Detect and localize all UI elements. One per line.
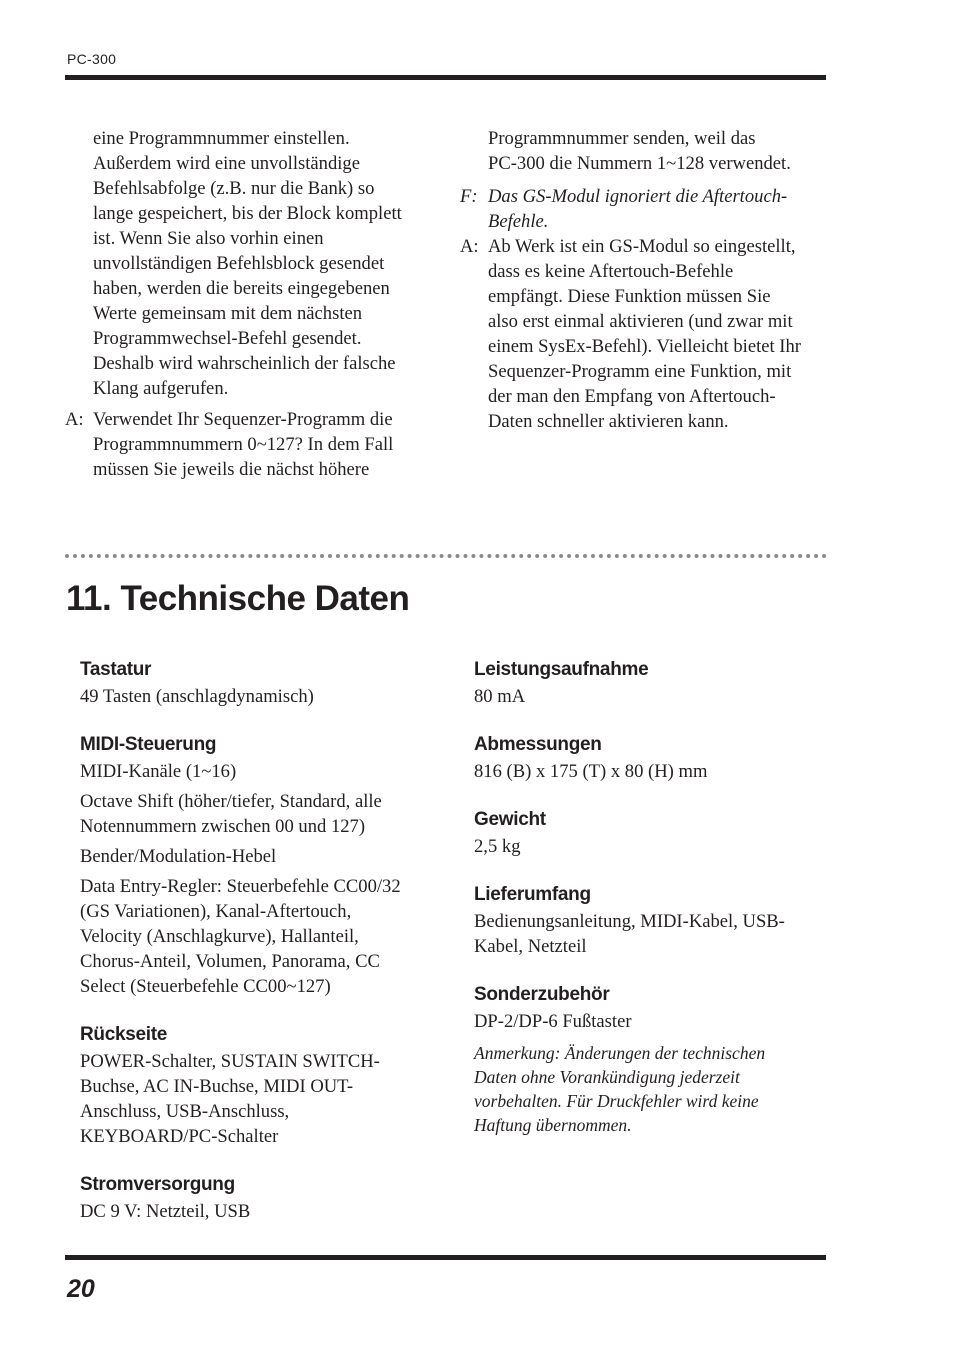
spec-note: Anmerkung: Änderungen der technischen Daten ohne Vorankündigung jederzeit vorbehalten. Für Druckfehler wird keine Haftung übernommen.	[474, 1043, 766, 1135]
spec-heading: Rückseite	[80, 1024, 168, 1045]
spec-heading: Gewicht	[474, 809, 546, 830]
text-line: der man den Empfang von Aftertouch-	[488, 386, 776, 407]
specs-left-column	[80, 657, 435, 1247]
text-line: Programmnummer senden, weil das	[488, 128, 756, 149]
spec-midi-steuerung	[80, 732, 435, 999]
spec-sonderzubehoer	[474, 982, 824, 1137]
spec-value: Octave Shift (höher/tiefer, Standard, alle Notennummern zwischen 00 und 127)	[80, 791, 382, 837]
spec-rueckseite	[80, 1022, 435, 1149]
spec-value: POWER-Schalter, SUSTAIN SWITCH- Buchse, AC IN-Buchse, MIDI OUT- Anschluss, USB-Anschluss, KEYBOARD/PC-Schalter	[80, 1051, 380, 1147]
spec-heading: Tastatur	[80, 659, 152, 680]
spec-tastatur	[80, 657, 435, 709]
spec-value: 816 (B) x 175 (T) x 80 (H) mm	[474, 761, 708, 782]
left-answer-paragraph	[65, 407, 435, 482]
right-text-column	[460, 126, 830, 434]
text-line: Verwendet Ihr Sequenzer-Programm die	[93, 409, 393, 430]
text-line: Deshalb wird wahrscheinlich der falsche	[93, 353, 396, 374]
spec-heading: Leistungsaufnahme	[474, 659, 649, 680]
text-line: eine Programmnummer einstellen.	[93, 128, 350, 149]
text-line: also erst einmal aktivieren (und zwar mit	[488, 311, 793, 332]
spec-value: 49 Tasten (anschlagdynamisch)	[80, 686, 314, 707]
spec-heading: MIDI-Steuerung	[80, 734, 217, 755]
text-line: Befehle.	[488, 211, 549, 232]
spec-value: Data Entry-Regler: Steuerbefehle CC00/32 (GS Variationen), Kanal-Aftertouch, Velocity (Anschlagkurve), Hallanteil, Chorus-Anteil, Volumen, Panorama, CC Select (Steuerbefehle CC00~127)	[80, 876, 401, 997]
spec-value: Bedienungsanleitung, MIDI-Kabel, USB- Kabel, Netzteil	[474, 911, 785, 957]
text-line: unvollständigen Befehlsblock gesendet	[93, 253, 385, 274]
answer-mark: A:	[460, 236, 479, 257]
question-paragraph	[460, 184, 830, 234]
text-line: Außerdem wird eine unvollständige	[93, 153, 360, 174]
text-line: Programmwechsel-Befehl gesendet.	[93, 328, 362, 349]
spec-gewicht	[474, 807, 824, 859]
text-line: Werte gemeinsam mit dem nächsten	[93, 303, 363, 324]
text-line: PC-300 die Nummern 1~128 verwendet.	[488, 153, 791, 174]
spec-heading: Sonderzubehör	[474, 984, 610, 1005]
right-continuation-paragraph	[460, 126, 830, 176]
spec-abmessungen	[474, 732, 824, 784]
header-rule	[65, 75, 826, 80]
spec-leistungsaufnahme	[474, 657, 824, 709]
spec-lieferumfang	[474, 882, 824, 959]
spec-value: 80 mA	[474, 686, 526, 707]
section-title: 11. Technische Daten	[66, 579, 410, 618]
spec-heading: Lieferumfang	[474, 884, 591, 905]
spec-value: MIDI-Kanäle (1~16)	[80, 761, 237, 782]
question-mark: F:	[460, 186, 478, 207]
spec-heading: Abmessungen	[474, 734, 602, 755]
spec-heading: Stromversorgung	[80, 1174, 235, 1195]
spec-value: DP-2/DP-6 Fußtaster	[474, 1011, 632, 1032]
text-line: einem SysEx-Befehl). Vielleicht bietet Ihr	[488, 336, 801, 357]
text-line: müssen Sie jeweils die nächst höhere	[93, 459, 370, 480]
answer-mark: A:	[65, 409, 84, 430]
text-line: Klang aufgerufen.	[93, 378, 229, 399]
text-line: haben, werden die bereits eingegebenen	[93, 278, 390, 299]
spec-value: DC 9 V: Netzteil, USB	[80, 1201, 251, 1222]
text-line: Daten schneller aktivieren kann.	[488, 411, 729, 432]
page-number: 20	[67, 1275, 95, 1303]
text-line: Sequenzer-Programm eine Funktion, mit	[488, 361, 792, 382]
text-line: ist. Wenn Sie also vorhin einen	[93, 228, 324, 249]
spec-value: 2,5 kg	[474, 836, 521, 857]
text-line: Programmnummern 0~127? In dem Fall	[93, 434, 394, 455]
specs-right-column	[474, 657, 824, 1160]
footer-rule	[65, 1255, 826, 1260]
header-model-label: PC-300	[67, 51, 117, 67]
left-continuation-paragraph	[65, 126, 435, 401]
text-line: Befehlsabfolge (z.B. nur die Bank) so	[93, 178, 375, 199]
text-line: empfängt. Diese Funktion müssen Sie	[488, 286, 771, 307]
text-line: Das GS-Modul ignoriert die Aftertouch-	[488, 186, 788, 207]
spec-stromversorgung	[80, 1172, 435, 1224]
spec-value: Bender/Modulation-Hebel	[80, 846, 277, 867]
dotted-divider	[65, 554, 827, 558]
left-text-column	[65, 126, 435, 482]
text-line: dass es keine Aftertouch-Befehle	[488, 261, 734, 282]
text-line: Ab Werk ist ein GS-Modul so eingestellt,	[488, 236, 796, 257]
right-answer-paragraph	[460, 234, 830, 434]
text-line: lange gespeichert, bis der Block komplett	[93, 203, 402, 224]
